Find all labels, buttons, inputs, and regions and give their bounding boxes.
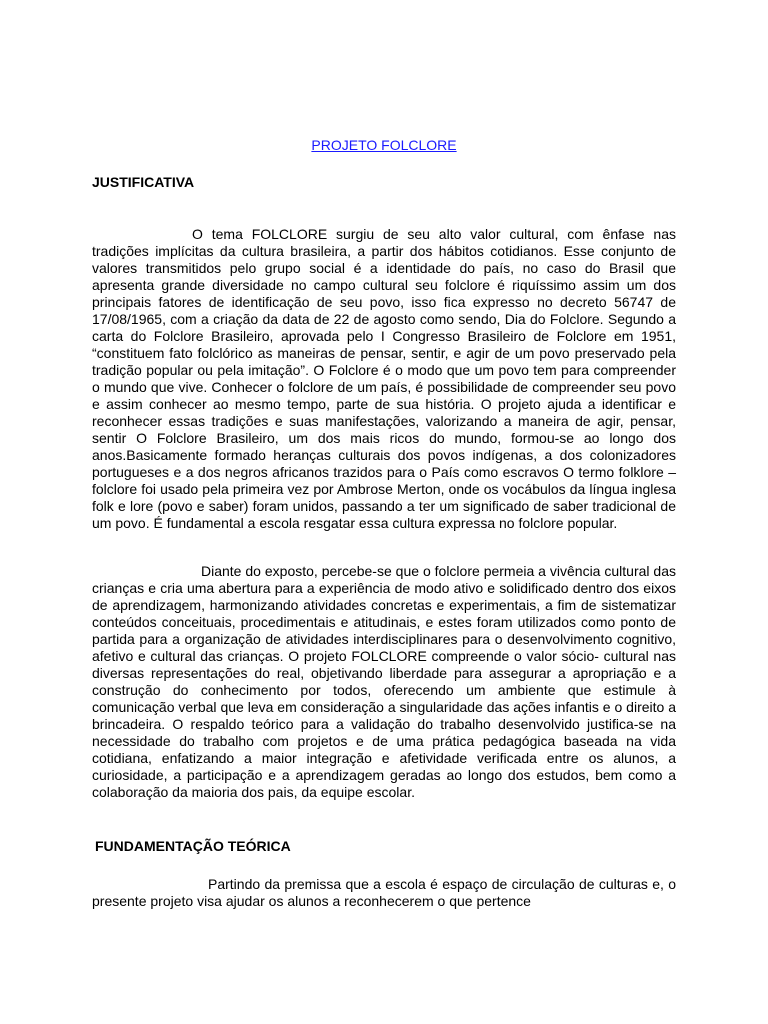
justificativa-paragraph-2: Diante do exposto, percebe-se que o folclore permeia a vivência cultural das crianças e cria uma abertura para a experiência de modo ativo e solidificado dentro dos eixos de aprendizagem, harmonizando atividades concretas e experimentais, a fim de sistematizar conteúdos conceituais, procedimentais e atitudinais, e estes foram utilizados como ponto de partida para a organização de atividades interdisciplinares para o desenvolvimento cognitivo, afetivo e cultural das crianças. O projeto FOLCLORE compreende o valor sócio- cultural nas diversas representações do real, objetivando liberdade para assegurar a apropriação e a construção do conhecimento por todos, oferecendo um ambiente que estimule à comunicação verbal que leva em consideração a singularidade das ações infantis e o direito a brincadeira. O respaldo teórico para a validação do trabalho desenvolvido justifica-se na necessidade do trabalho com projetos e de uma prática pedagógica baseada na vida cotidiana, enfatizando a maior integração e afetividade verificada entre os alunos, a curiosidade, a participação e a aprendizagem geradas ao longo dos estudos, bem como a colaboração da maioria dos pais, da equipe escolar. <box>92 563 676 800</box>
document-page <box>92 0 676 1024</box>
document-title <box>92 137 676 154</box>
justificativa-paragraph-1: O tema FOLCLORE surgiu de seu alto valor cultural, com ênfase nas tradições implícitas da cultura brasileira, a partir dos hábitos cotidianos. Esse conjunto de valores transmitidos pelo grupo social é a identidade do país, no caso do Brasil que apresenta grande diversidade no campo cultural seu folclore é riquíssimo assim um dos principais fatores de identificação de seu povo, isso fica expresso no decreto 56747 de 17/08/1965, com a criação da data de 22 de agosto como sendo, Dia do Folclore. Segundo a carta do Folclore Brasileiro, aprovada pelo I Congresso Brasileiro de Folclore em 1951, “constituem fato folclórico as maneiras de pensar, sentir, e agir de um povo preservado pela tradição popular ou pela imitação”. O Folclore é o modo que um povo tem para compreender o mundo que vive. Conhecer o folclore de um país, é possibilidade de compreender seu povo e assim conhecer ao mesmo tempo, parte de sua história. O projeto ajuda a identificar e reconhecer essas tradições e suas manifestações, valorizando a maneira de agir, pensar, sentir O Folclore Brasileiro, um dos mais ricos do mundo, formou-se ao longo dos anos.Basicamente formado heranças culturais dos povos indígenas, a dos colonizadores portugueses e a dos negros africanos trazidos para o País como escravos O termo folklore – folclore foi usado pela primeira vez por Ambrose Merton, onde os vocábulos da língua inglesa folk e lore (povo e saber) foram unidos, passando a ter um significado de saber tradicional de um povo. É fundamental a escola resgatar essa cultura expressa no folclore popular. <box>92 226 676 531</box>
fundamentacao-paragraph-1: Partindo da premissa que a escola é espaço de circulação de culturas e, o presente projeto visa ajudar os alunos a reconhecerem o que pertence <box>92 876 676 909</box>
heading-justificativa: JUSTIFICATIVA <box>92 174 195 190</box>
heading-fundamentacao: FUNDAMENTAÇÃO TEÓRICA <box>95 838 291 854</box>
title-link[interactable]: PROJETO FOLCLORE <box>311 137 457 153</box>
